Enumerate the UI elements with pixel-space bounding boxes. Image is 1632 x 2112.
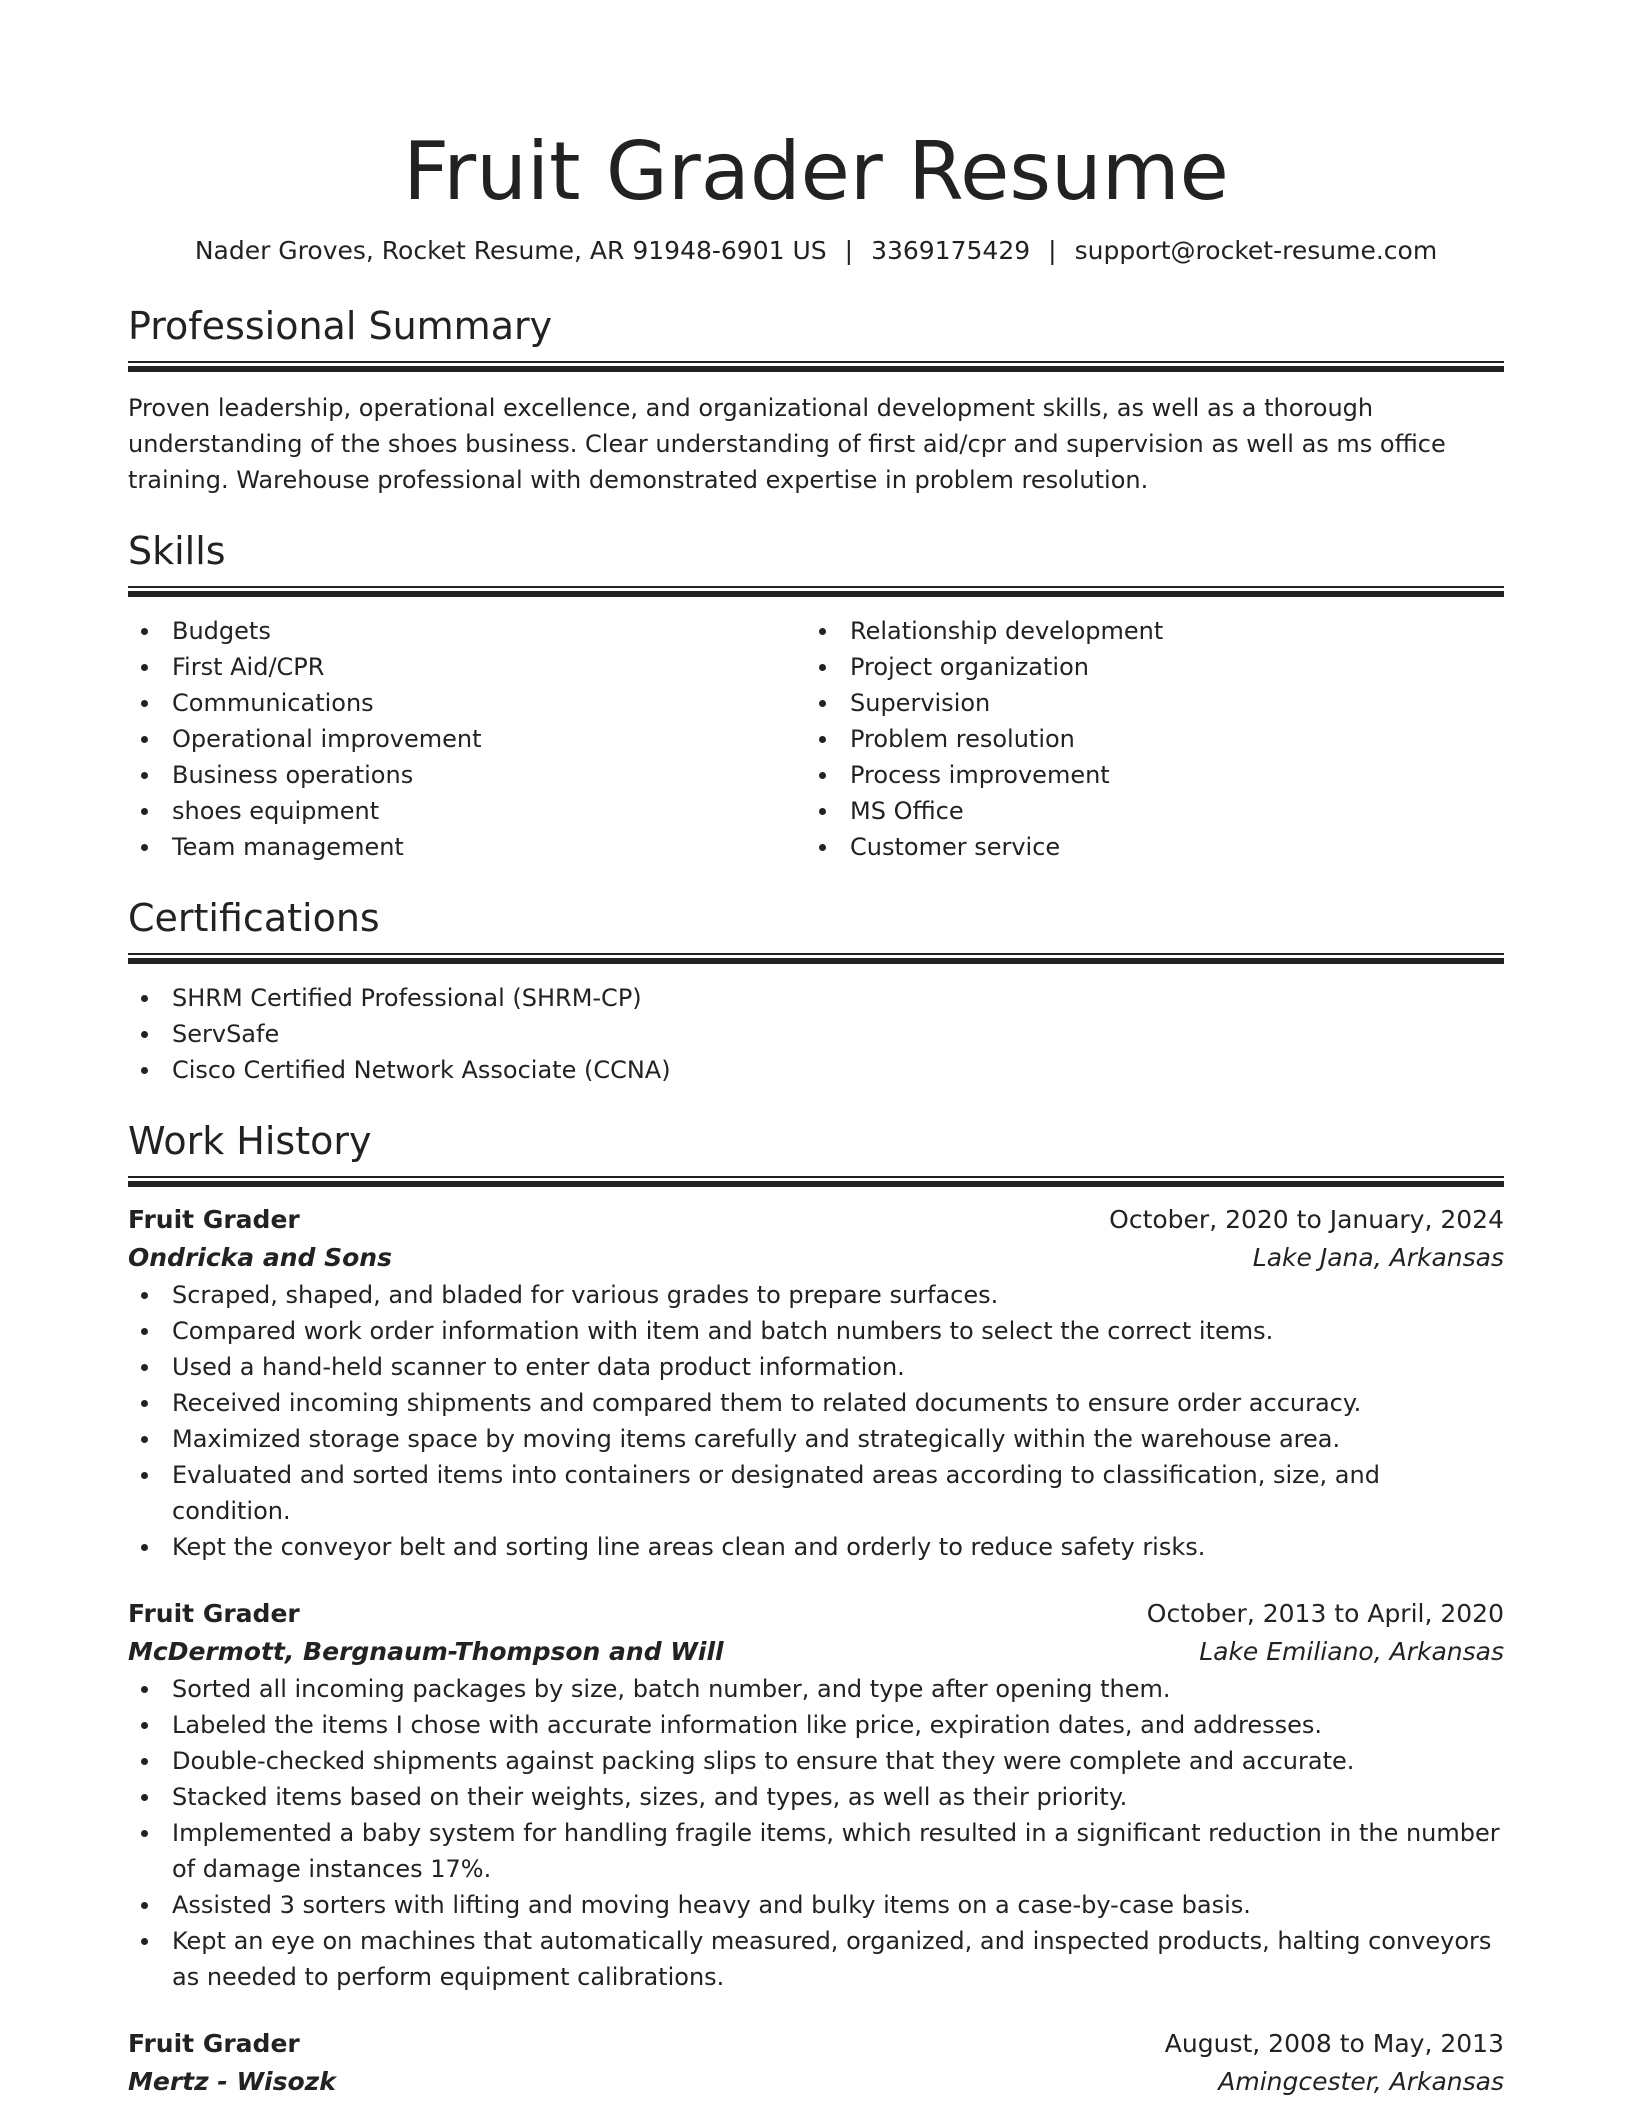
skill-item: Relationship development — [806, 613, 1484, 649]
contact-phone: 3369175429 — [871, 236, 1031, 265]
job-duty: Maximized storage space by moving items carefully and strategically within the warehouse area. — [128, 1421, 1504, 1457]
contact-line — [128, 234, 1504, 268]
contact-separator: | — [844, 236, 854, 265]
job-title: Fruit Grader — [128, 1205, 300, 1234]
job-location: Amingcester, Arkansas — [1218, 2067, 1504, 2096]
job-duty: Implemented a baby system for handling fragile items, which resulted in a significant reduction in the number of damage instances 17%. — [128, 1815, 1504, 1887]
job-duty: Compared work order information with item and batch numbers to select the correct items. — [128, 1313, 1504, 1349]
job-dates: October, 2020 to January, 2024 — [1109, 1205, 1504, 1234]
job-header — [128, 1201, 1504, 1239]
summary-heading: Professional Summary — [128, 304, 553, 348]
certifications-heading: Certifications — [128, 896, 380, 940]
skill-item: First Aid/CPR — [128, 649, 806, 685]
skills-list-left — [128, 613, 806, 865]
skill-item: Project organization — [806, 649, 1484, 685]
job-duty: Assisted 3 sorters with lifting and moving heavy and bulky items on a case-by-case basis. — [128, 1887, 1504, 1923]
job-header — [128, 2025, 1504, 2063]
job-entry — [128, 1595, 1504, 1995]
section-divider — [128, 1176, 1504, 1187]
job-dates: August, 2008 to May, 2013 — [1164, 2029, 1504, 2058]
job-duty: Kept the conveyor belt and sorting line areas clean and orderly to reduce safety risks. — [128, 1529, 1504, 1565]
skills-list-right — [806, 613, 1484, 865]
job-duty: Used a hand-held scanner to enter data product information. — [128, 1349, 1504, 1385]
job-duty: Evaluated and sorted items into containers or designated areas according to classification, size, and condition. — [128, 1457, 1504, 1529]
skill-item: Business operations — [128, 757, 806, 793]
skills-section — [128, 528, 1504, 865]
skill-item: Customer service — [806, 829, 1484, 865]
resume-page — [128, 0, 1504, 2101]
resume-title: Fruit Grader Resume — [403, 125, 1229, 218]
job-company: McDermott, Bergnaum-Thompson and Will — [128, 1637, 724, 1666]
job-entry — [128, 1201, 1504, 1565]
job-title: Fruit Grader — [128, 2029, 300, 2058]
job-subheader — [128, 1633, 1504, 1671]
job-duty: Scraped, shaped, and bladed for various grades to prepare surfaces. — [128, 1277, 1504, 1313]
job-duty: Received incoming shipments and compared them to related documents to ensure order accuracy. — [128, 1385, 1504, 1421]
certification-item: SHRM Certified Professional (SHRM-CP) — [128, 980, 1504, 1016]
job-duty: Stacked items based on their weights, sizes, and types, as well as their priority. — [128, 1779, 1504, 1815]
job-company: Ondricka and Sons — [128, 1243, 392, 1272]
contact-separator: | — [1048, 236, 1057, 265]
section-divider — [128, 361, 1504, 372]
job-duty: Double-checked shipments against packing slips to ensure that they were complete and accurate. — [128, 1743, 1504, 1779]
skill-item: Team management — [128, 829, 806, 865]
skill-item: Supervision — [806, 685, 1484, 721]
job-duty: Kept an eye on machines that automatically measured, organized, and inspected products, halting conveyors as needed to perform equipment calibrations. — [128, 1923, 1504, 1995]
job-location: Lake Emiliano, Arkansas — [1199, 1637, 1504, 1666]
skill-item: Process improvement — [806, 757, 1484, 793]
job-subheader — [128, 1239, 1504, 1277]
work-history-heading: Work History — [128, 1119, 372, 1163]
certification-item: Cisco Certified Network Associate (CCNA) — [128, 1052, 1504, 1088]
contact-email[interactable]: support@rocket-resume.com — [1074, 236, 1438, 265]
job-header — [128, 1595, 1504, 1633]
skill-item: MS Office — [806, 793, 1484, 829]
job-company: Mertz - Wisozk — [128, 2067, 336, 2096]
summary-text: Proven leadership, operational excellence, and organizational development skills, as well as a thorough understanding of the shoes business. Clear understanding of first aid/cpr and supervision as well as ms office training. Warehouse professional with demonstrated expertise in problem resolution. — [128, 394, 1446, 494]
skill-item: Problem resolution — [806, 721, 1484, 757]
summary-section — [128, 303, 1504, 498]
job-duties — [128, 1277, 1504, 1565]
job-duties — [128, 1671, 1504, 1995]
job-duty: Labeled the items I chose with accurate information like price, expiration dates, and addresses. — [128, 1707, 1504, 1743]
skill-item: Operational improvement — [128, 721, 806, 757]
job-title: Fruit Grader — [128, 1599, 300, 1628]
work-history-section — [128, 1118, 1504, 2101]
section-divider — [128, 586, 1504, 597]
skill-item: shoes equipment — [128, 793, 806, 829]
job-subheader — [128, 2063, 1504, 2101]
skills-grid — [128, 613, 1504, 865]
certification-item: ServSafe — [128, 1016, 1504, 1052]
contact-address: Nader Groves, Rocket Resume, AR 91948-6901 US — [194, 236, 827, 265]
skill-item: Budgets — [128, 613, 806, 649]
certifications-section — [128, 895, 1504, 1088]
skills-heading: Skills — [128, 529, 226, 573]
job-location: Lake Jana, Arkansas — [1252, 1243, 1504, 1272]
job-duty: Sorted all incoming packages by size, batch number, and type after opening them. — [128, 1671, 1504, 1707]
section-divider — [128, 953, 1504, 964]
skill-item: Communications — [128, 685, 806, 721]
job-dates: October, 2013 to April, 2020 — [1146, 1599, 1504, 1628]
certifications-list — [128, 980, 1504, 1088]
job-entry — [128, 2025, 1504, 2101]
